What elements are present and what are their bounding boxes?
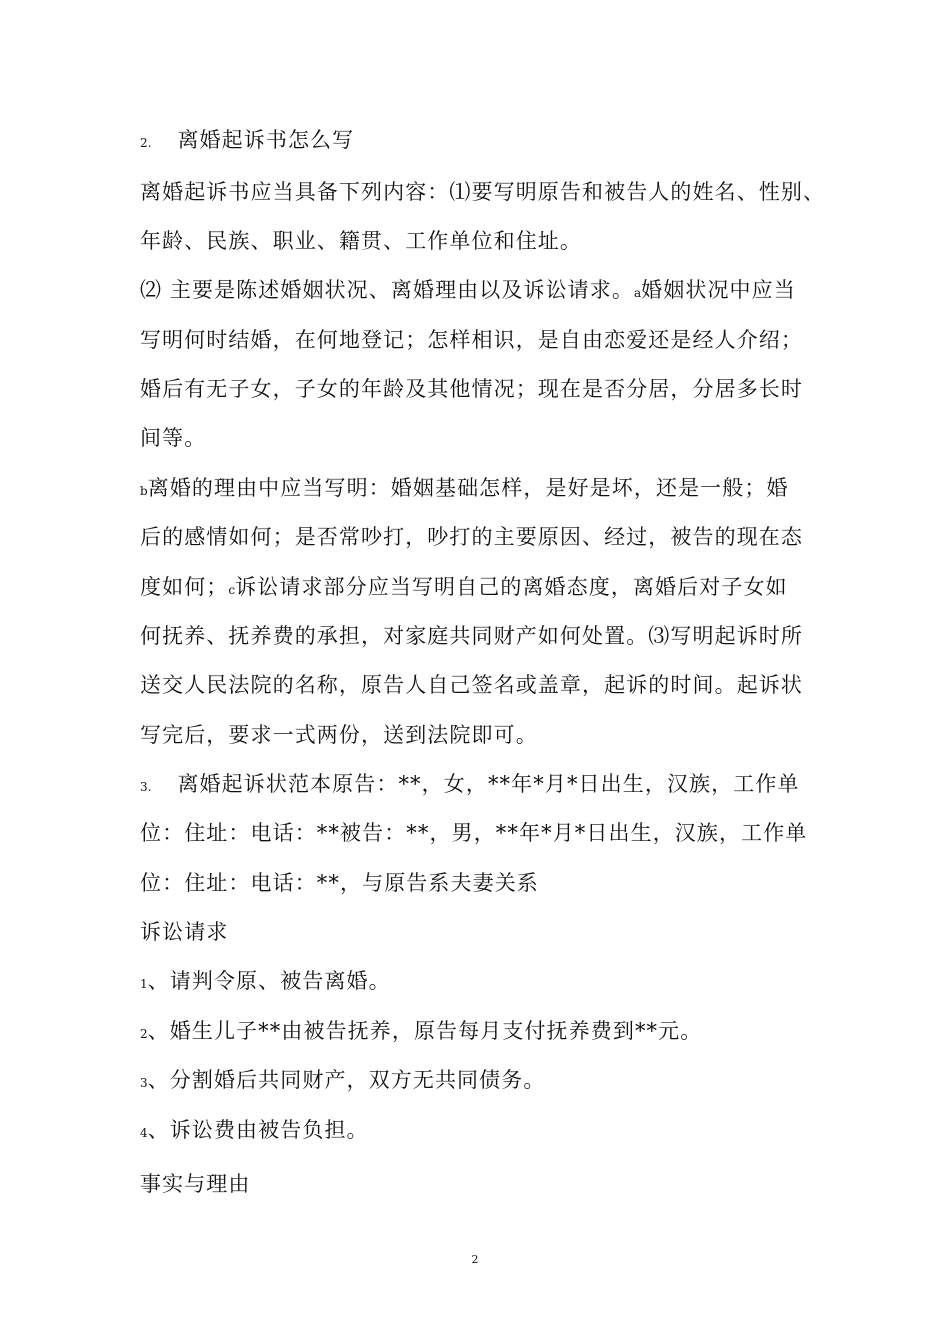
claim-text: 、分割婚后共同财产，双方无共同债务。 [147, 1068, 546, 1092]
paragraph-line: 送交人民法院的名称，原告人自己签名或盖章，起诉的时间。起诉状 [140, 673, 803, 697]
section-title: 离婚起诉书怎么写 [177, 128, 355, 152]
section-heading-2 [140, 126, 354, 157]
list-marker: c [228, 583, 236, 597]
section-number: 3. [140, 780, 152, 794]
paragraph-text: 诉讼请求部分应当写明自己的离婚态度，离婚后对子女如 [235, 575, 788, 599]
page-number: 2 [471, 1253, 479, 1266]
claim-text: 、请判令原、被告离婚。 [147, 969, 391, 993]
paragraph-line [140, 573, 788, 604]
paragraph-line: 间等。 [140, 426, 207, 450]
section-heading-3 [140, 770, 800, 801]
claim-number: 1 [140, 977, 148, 991]
section-number: 2. [140, 136, 152, 150]
paragraph-text: ⑵ 主要是陈述婚姻状况、离婚理由以及诉讼请求。 [140, 278, 634, 302]
paragraph-text: 度如何； [140, 575, 229, 599]
paragraph-text: 婚姻状况中应当 [641, 278, 796, 302]
paragraph-line: 写明何时结婚，在何地登记；怎样相识，是自由恋爱还是经人介绍； [140, 328, 803, 352]
paragraph-line: 位：住址：电话：**，与原告系夫妻关系 [140, 871, 539, 895]
claim-item [140, 1017, 702, 1048]
facts-title: 事实与理由 [140, 1172, 251, 1196]
list-marker: a [633, 286, 642, 300]
claim-text: 、婚生儿子**由被告抚养，原告每月支付抚养费到**元。 [147, 1019, 703, 1043]
claim-number: 3 [140, 1076, 148, 1090]
paragraph-line [140, 276, 796, 307]
paragraph-line: 何抚养、抚养费的承担，对家庭共同财产如何处置。⑶写明起诉时所 [140, 624, 803, 648]
paragraph-line: 后的感情如何；是否常吵打，吵打的主要原因、经过，被告的现在态 [140, 525, 803, 549]
claim-item [140, 1116, 369, 1147]
paragraph-text: 离婚的理由中应当写明：婚姻基础怎样，是好是坏，还是一般；婚 [147, 476, 789, 500]
claim-number: 2 [140, 1027, 148, 1041]
section-title: 离婚起诉状范本原告：**，女，**年*月*日出生，汉族，工作单 [177, 772, 800, 796]
claim-number: 4 [140, 1126, 148, 1140]
claim-text: 、诉讼费由被告负担。 [147, 1118, 369, 1142]
list-marker: b [140, 484, 148, 498]
claim-item [140, 1066, 545, 1097]
paragraph-line: 位：住址：电话：**被告：**，男，**年*月*日出生，汉族，工作单 [140, 821, 808, 845]
paragraph-line: 年龄、民族、职业、籍贯、工作单位和住址。 [140, 229, 582, 253]
claim-item [140, 967, 391, 998]
paragraph-line: 写完后，要求一式两份，送到法院即可。 [140, 723, 538, 747]
claims-title: 诉讼请求 [140, 920, 229, 944]
paragraph-line [140, 474, 789, 505]
paragraph-line: 婚后有无子女，子女的年龄及其他情况；现在是否分居，分居多长时 [140, 377, 803, 401]
paragraph-line: 离婚起诉书应当具备下列内容：⑴要写明原告和被告人的姓名、性别、 [140, 180, 826, 204]
